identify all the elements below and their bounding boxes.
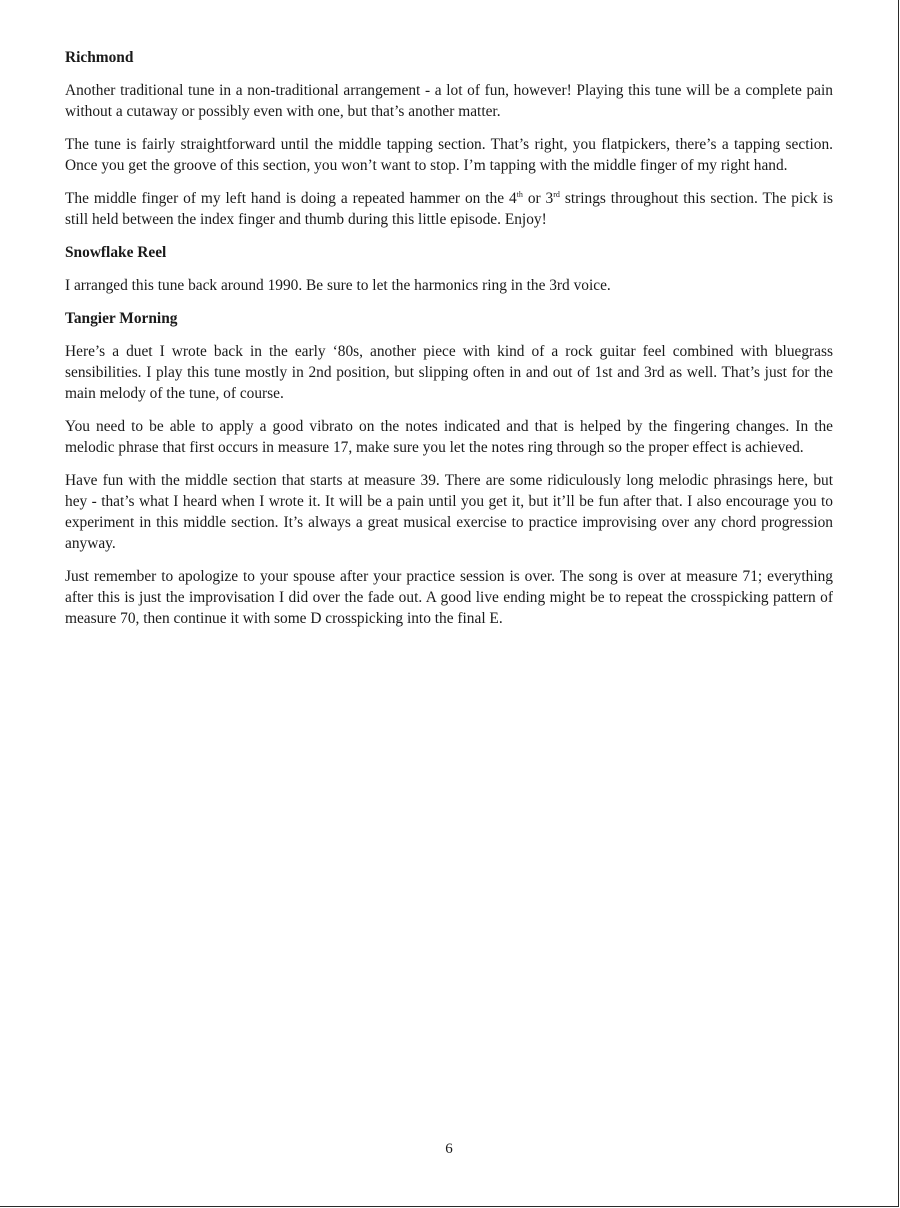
section-heading-snowflake-reel: Snowflake Reel xyxy=(65,244,167,261)
tangier-morning-paragraph-2: You need to be able to apply a good vibrato on the notes indicated and that is helped by the fingering changes. In the melodic phrase that first occurs in measure 17, make sure you let the notes ring through so the proper effect is achieved. xyxy=(65,418,833,456)
tangier-morning-paragraph-4: Just remember to apologize to your spouse after your practice session is over. The song is over at measure 71; everything after this is just the improvisation I did over the fade out. A good live ending might be to repeat the crosspicking pattern of measure 70, then continue it with some D crosspicking into the final E. xyxy=(65,568,833,627)
section-heading-richmond: Richmond xyxy=(65,49,134,66)
tangier-morning-paragraph-1: Here’s a duet I wrote back in the early ‘80s, another piece with kind of a rock guitar feel combined with bluegrass sensibilities. I play this tune mostly in 2nd position, but slipping often in and out of 1st and 3rd as well. That’s just for the main melody of the tune, of course. xyxy=(65,343,833,402)
superscript-rd: rd xyxy=(553,190,560,199)
snowflake-reel-paragraph-1: I arranged this tune back around 1990. Be sure to let the harmonics ring in the 3rd voice. xyxy=(65,277,611,294)
hammer-text-before: The middle finger of my left hand is doing a repeated hammer on the 4 xyxy=(65,190,517,207)
richmond-paragraph-2: The tune is fairly straightforward until the middle tapping section. That’s right, you flatpickers, there’s a tapping section. Once you get the groove of this section, you won’t want to stop. I’m tapping with the middle finger of my right hand. xyxy=(65,136,833,174)
page-number: 6 xyxy=(445,1141,453,1157)
document-body xyxy=(65,47,833,641)
richmond-paragraph-3 xyxy=(65,188,833,230)
hammer-text-after: strings throughout this section. The pick is still held between the index finger and thumb during this little episode. Enjoy! xyxy=(65,190,833,228)
tangier-morning-paragraph-3: Have fun with the middle section that starts at measure 39. There are some ridiculously long melodic phrasings here, but hey - that’s what I heard when I wrote it. It will be a pain until you get it, but it’ll be fun after that. I also encourage you to experiment in this middle section. It’s always a great musical exercise to practice improvising over any chord progression anyway. xyxy=(65,472,833,552)
superscript-th: th xyxy=(516,190,523,199)
richmond-paragraph-1: Another traditional tune in a non-traditional arrangement - a lot of fun, however! Playing this tune will be a complete pain without a cutaway or possibly even with one, but that’s another matter. xyxy=(65,82,833,120)
hammer-text-middle: or 3 xyxy=(522,190,554,207)
section-heading-tangier-morning: Tangier Morning xyxy=(65,310,178,327)
